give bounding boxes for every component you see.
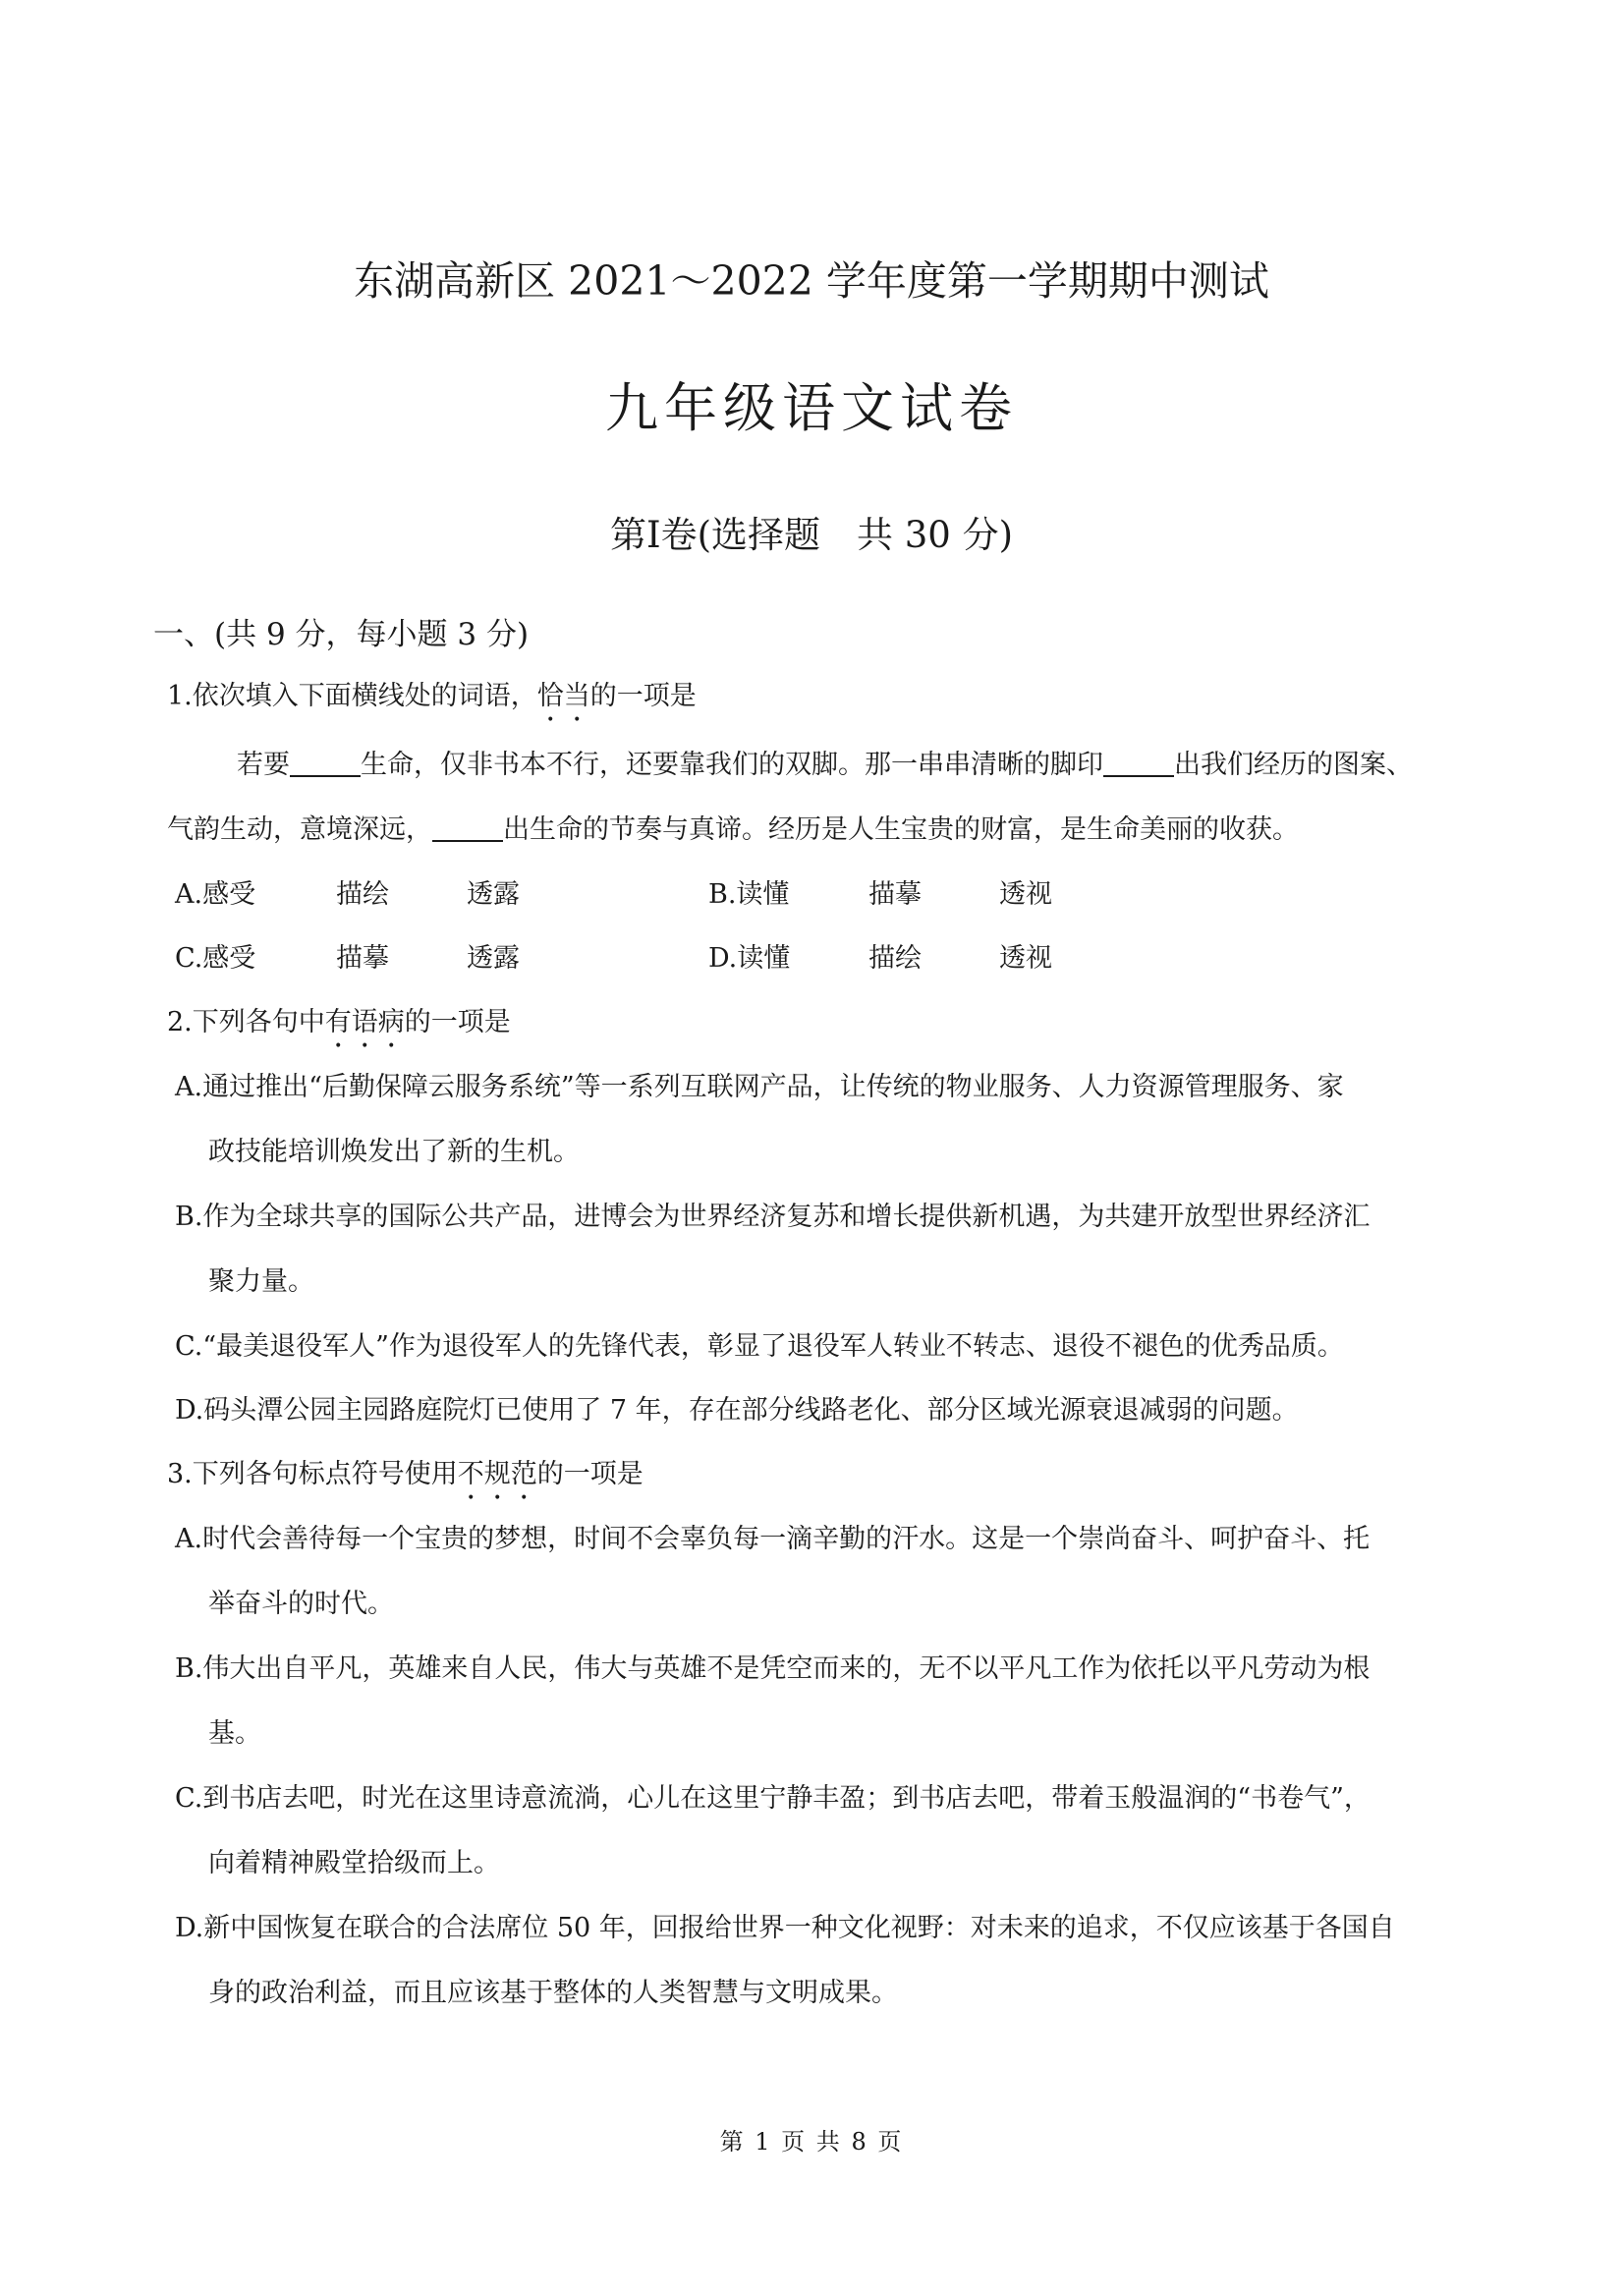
q2-option-a-line-2: 政技能培训焕发出了新的生机。	[208, 1137, 580, 1167]
q1-option-d-label: D.读懂	[708, 943, 791, 974]
question-3-stem: 3.下列各句标点符号使用不规范的一项是	[167, 1459, 644, 1489]
emphasis-char: 语	[351, 1007, 378, 1037]
question-2-stem: 2.下列各句中有语病的一项是	[167, 1007, 511, 1037]
q3-option-c-line-1: C.到书店去吧，时光在这里诗意流淌，心儿在这里宁静丰盈；到书店去吧，带着玉般温润的“书卷气”，	[175, 1783, 1371, 1814]
q1-option-a-word-2: 描绘	[336, 879, 389, 910]
q2-option-d-line-1: D.码头潭公园主园路庭院灯已使用了 7 年，存在部分线路老化、部分区域光源衰退减弱的问题。	[175, 1395, 1299, 1426]
exam-title: 九年级语文试卷	[605, 377, 1018, 439]
section-heading: 一、(共 9 分，每小题 3 分)	[153, 617, 530, 652]
emphasis-char: 规	[483, 1459, 511, 1489]
q2-option-c-line-1: C.“最美退役军人”作为退役军人的先锋代表，彰显了退役军人转业不转志、退役不褪色的优秀品质。	[175, 1331, 1344, 1362]
emphasis-char: 恰	[536, 681, 564, 711]
fill-blank	[290, 749, 361, 777]
page-number: 第 1 页 共 8 页	[719, 2128, 904, 2156]
fill-blank	[1103, 749, 1174, 777]
exam-header: 东湖高新区 2021～2022 学年度第一学期期中测试	[354, 257, 1269, 305]
fill-blank	[432, 813, 503, 842]
q3-option-a-line-2: 举奋斗的时代。	[208, 1589, 394, 1619]
emphasis-char: 当	[563, 681, 590, 711]
question-1-passage-line-1: 若要 生命，仅非书本不行，还要靠我们的双脚。那一串串清晰的脚印 出我们经历的图案、	[237, 750, 1413, 780]
q1-option-a-label: A.感受	[175, 879, 256, 910]
q1-option-d-word-3: 透视	[999, 943, 1052, 974]
question-1-passage-line-2: 气韵生动，意境深远， 出生命的节奏与真谛。经历是人生宝贵的财富，是生命美丽的收获。	[167, 814, 1299, 845]
q1-option-c-label: C.感受	[175, 943, 256, 974]
question-1-stem: 1.依次填入下面横线处的词语，恰当的一项是	[167, 681, 697, 711]
q3-option-c-line-2: 向着精神殿堂拾级而上。	[208, 1848, 500, 1878]
q1-option-b-word-3: 透视	[999, 879, 1052, 910]
q2-option-a-line-1: A.通过推出“后勤保障云服务系统”等一系列互联网产品，让传统的物业服务、人力资源管理服务、家	[175, 1072, 1344, 1102]
q2-option-b-line-1: B.作为全球共享的国际公共产品，进博会为世界经济复苏和增长提供新机遇，为共建开放型世界经济汇	[175, 1202, 1371, 1232]
part-title: 第Ⅰ卷(选择题 共 30 分)	[609, 514, 1014, 556]
q1-option-c-word-3: 透露	[467, 943, 520, 974]
q1-option-c-word-2: 描摹	[336, 943, 389, 974]
q1-option-b-word-2: 描摹	[868, 879, 922, 910]
q3-option-d-line-1: D.新中国恢复在联合的合法席位 50 年，回报给世界一种文化视野：对未来的追求，不仅应该基于各国自	[175, 1913, 1395, 1943]
q3-option-b-line-1: B.伟大出自平凡，英雄来自人民，伟大与英雄不是凭空而来的，无不以平凡工作为依托以平凡劳动为根	[175, 1653, 1371, 1684]
emphasis-char: 范	[510, 1459, 537, 1489]
q3-option-b-line-2: 基。	[208, 1718, 261, 1749]
q1-option-a-word-3: 透露	[467, 879, 520, 910]
emphasis-char: 不	[457, 1459, 484, 1489]
q1-option-b-label: B.读懂	[708, 879, 790, 910]
q3-option-d-line-2: 身的政治利益，而且应该基于整体的人类智慧与文明成果。	[208, 1978, 898, 2008]
emphasis-char: 病	[377, 1007, 405, 1037]
emphasis-char: 有	[324, 1007, 352, 1037]
q1-option-d-word-2: 描绘	[868, 943, 922, 974]
q2-option-b-line-2: 聚力量。	[208, 1266, 314, 1297]
q3-option-a-line-1: A.时代会善待每一个宝贵的梦想，时间不会辜负每一滴辛勤的汗水。这是一个崇尚奋斗、呵护奋斗、托	[175, 1524, 1371, 1554]
